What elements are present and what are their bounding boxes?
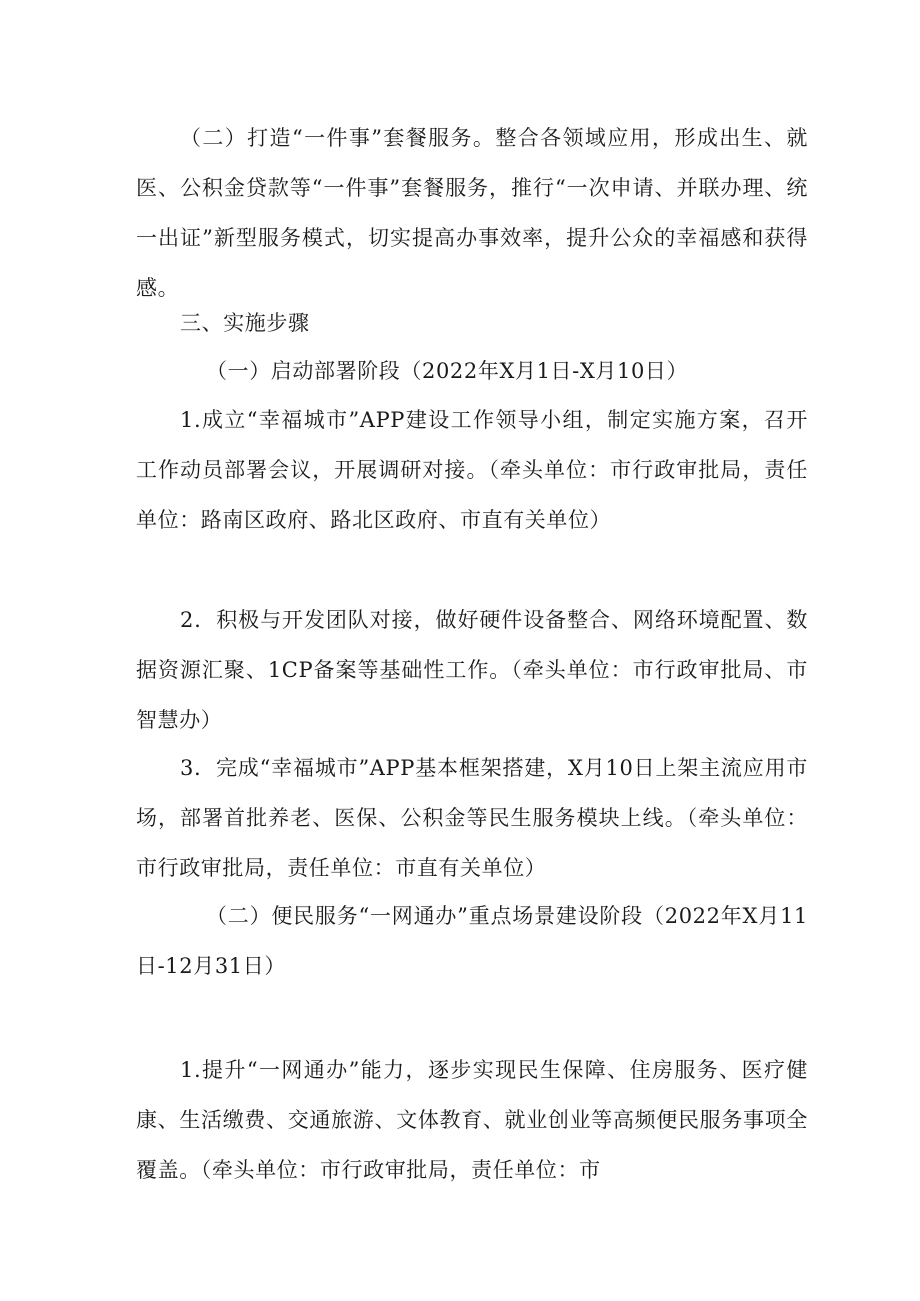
paragraph-step-1: 1.成立“幸福城市”APP建设工作领导小组，制定实施方案，召开工作动员部署会议，开展调研对接。（牵头单位：市行政审批局，责任单位：路南区政府、路北区政府、市直有关单位） (136, 408, 808, 532)
stage-heading-one-network: （二）便民服务“一网通办”重点场景建设阶段（2022年X月11日-12月31日） (136, 904, 808, 978)
paragraph-one-network-step-1: 1.提升“一网通办”能力，逐步实现民生保障、住房服务、医疗健康、生活缴费、交通旅游、文体教育、就业创业等高频便民服务事项全覆盖。（牵头单位：市行政审批局，责任单位：市 (136, 1058, 808, 1182)
stage-heading-launch: （一）启动部署阶段（2022年X月1日-X月10日） (206, 359, 689, 383)
paragraph-step-3: 3．完成“幸福城市”APP基本框架搭建，X月10日上架主流应用市场，部署首批养老、医保、公积金等民生服务模块上线。（牵头单位：市行政审批局，责任单位：市直有关单位） (136, 756, 808, 880)
section-heading-implementation-steps: 三、实施步骤 (180, 311, 310, 335)
paragraph-package-service: （二）打造“一件事”套餐服务。整合各领域应用，形成出生、就医、公积金贷款等“一件事”套餐服务，推行“一次申请、并联办理、统一出证”新型服务模式，切实提高办事效率，提升公众的幸福感和获得感。 (136, 126, 808, 300)
paragraph-step-2: 2．积极与开发团队对接，做好硬件设备整合、网络环境配置、数据资源汇聚、1CP备案等基础性工作。（牵头单位：市行政审批局、市智慧办） (136, 608, 808, 732)
